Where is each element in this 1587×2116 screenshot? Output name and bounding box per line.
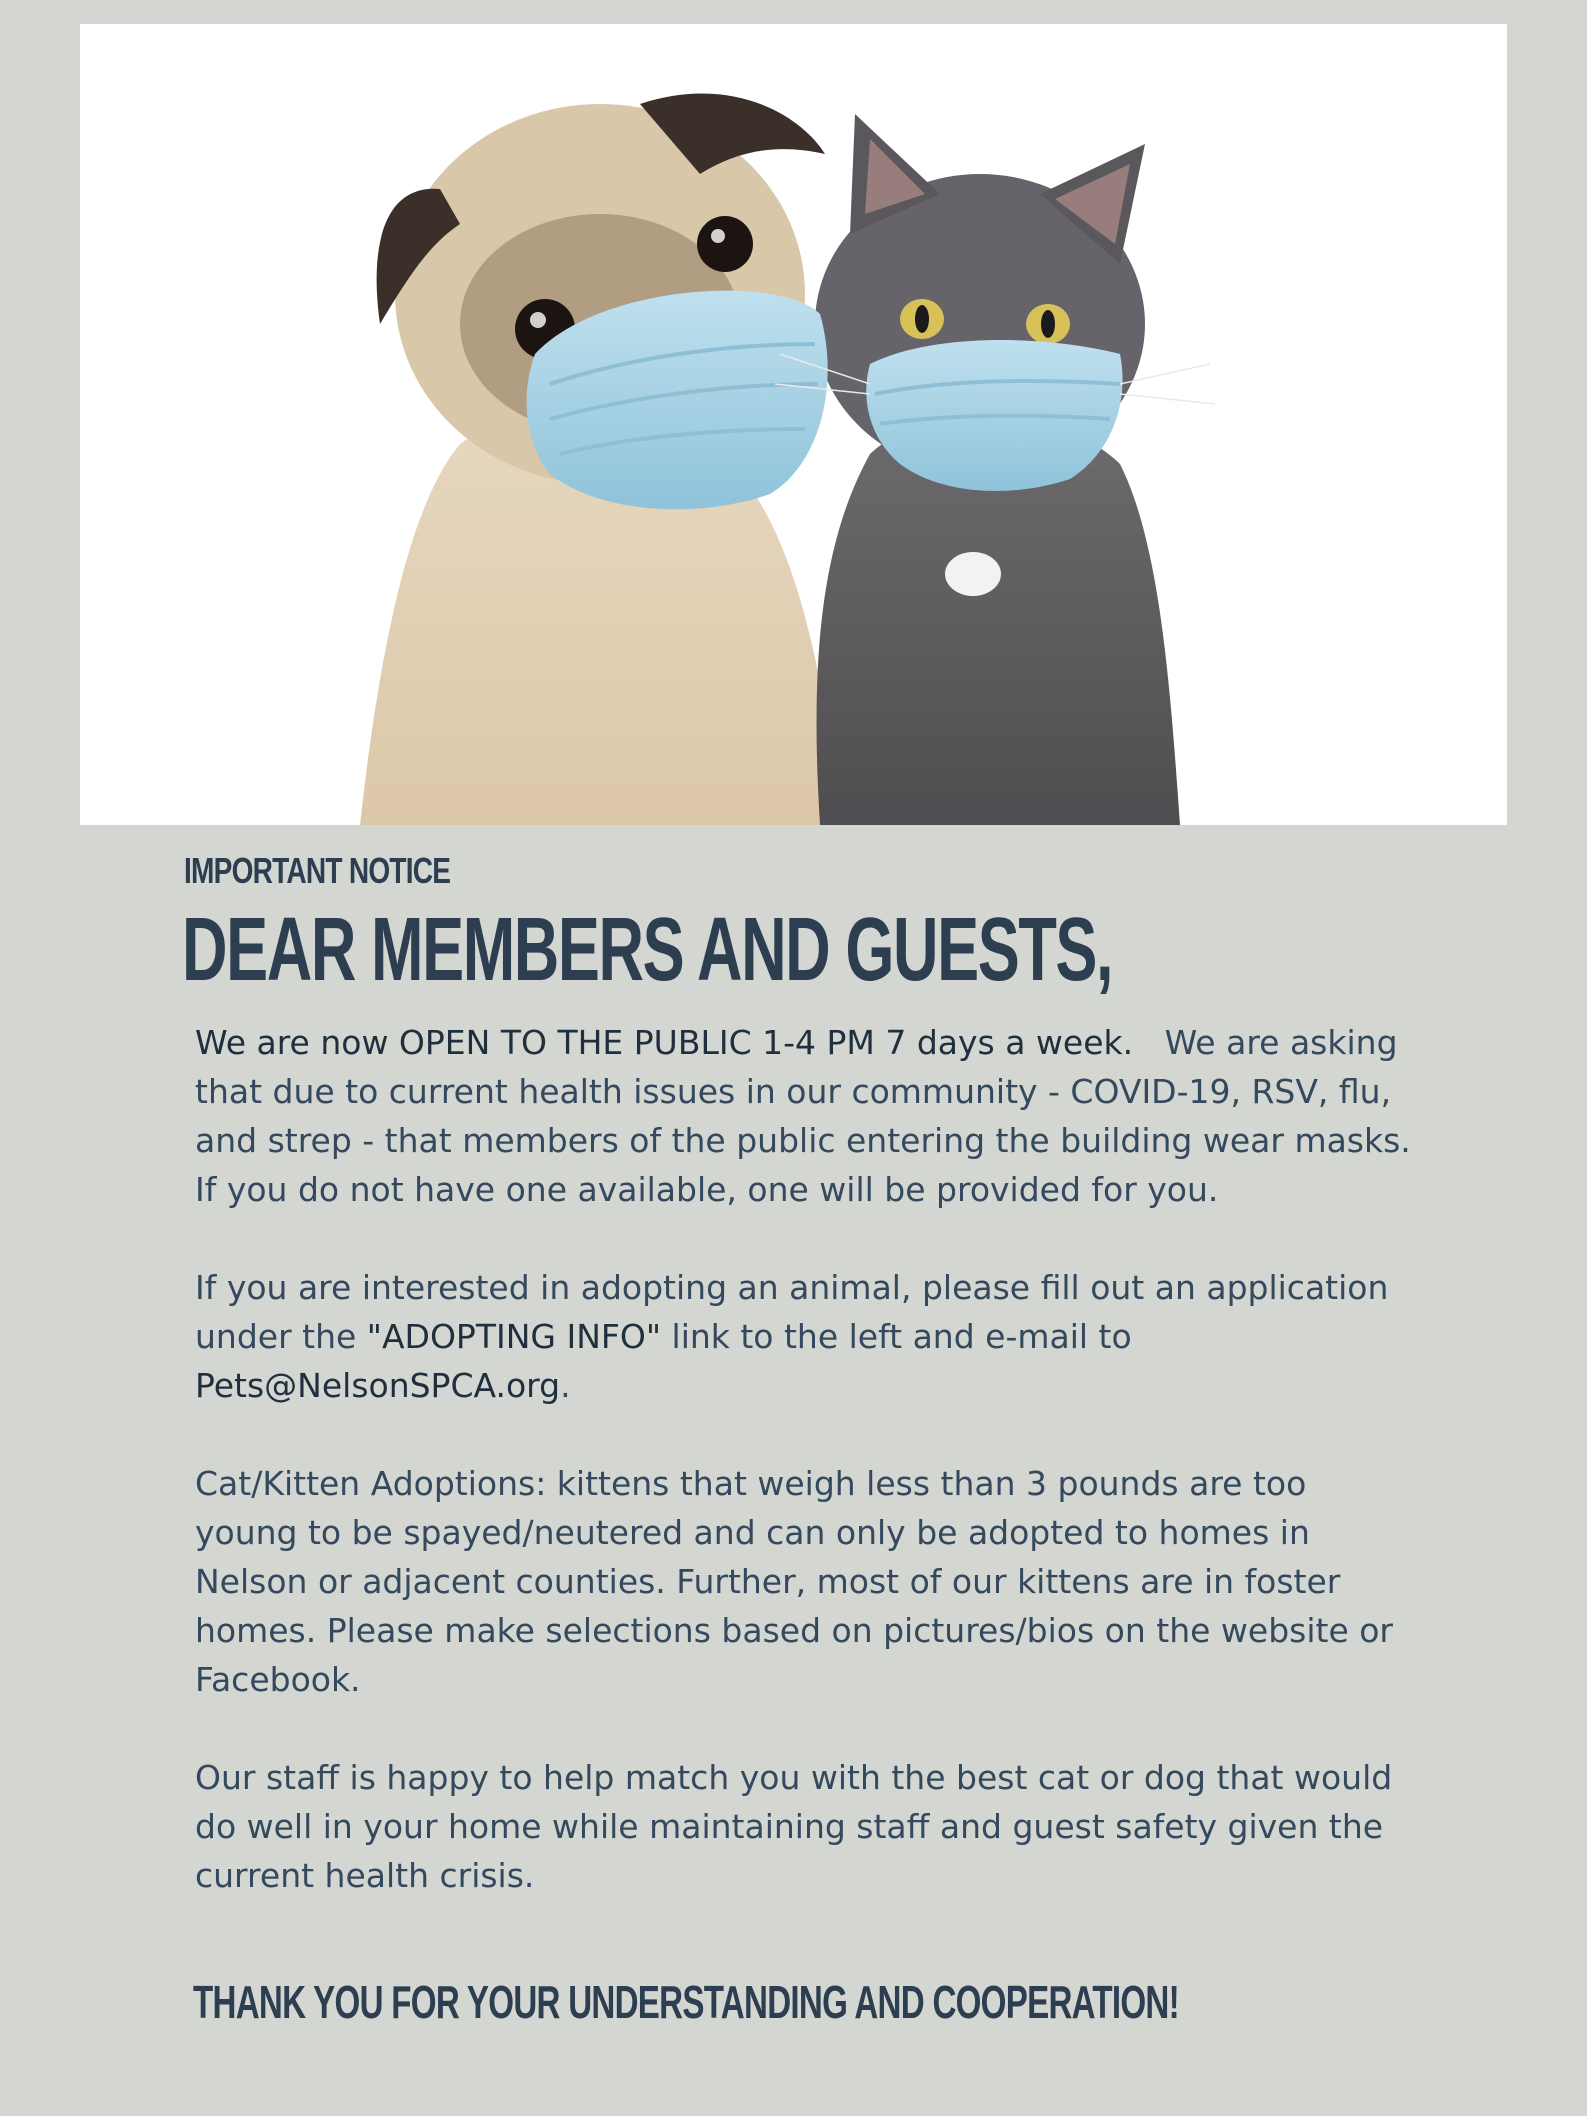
paragraph-hours — [195, 1018, 1432, 1214]
hours-rest: We are asking that due to current health issues in our community - COVID-19, RSV, flu, and strep - that members of the public entering the building wear masks. If you do not have one available, one will be provided for you. — [195, 1023, 1432, 1209]
paragraph-staff: Our staff is happy to help match you with the best cat or dog that would do well in your home while maintaining staff and guest safety given the current health crisis. — [195, 1758, 1393, 1895]
page-title: DEAR MEMBERS AND GUESTS, — [182, 900, 1113, 1000]
adopting-text-2: link to the left and e-mail to — [661, 1317, 1132, 1356]
adopting-info-link[interactable]: "ADOPTING INFO" — [366, 1317, 662, 1356]
adopting-text-1: If you are interested in adopting an animal, please fill out an application under the — [195, 1268, 1389, 1356]
hours-lead: We are now OPEN TO THE PUBLIC 1-4 PM 7 days a week. — [195, 1023, 1134, 1062]
eyebrow-label: IMPORTANT NOTICE — [184, 850, 451, 891]
notice-body — [195, 1018, 1432, 1949]
hero-image — [80, 24, 1507, 825]
paragraph-kittens: Cat/Kitten Adoptions: kittens that weigh less than 3 pounds are too young to be spayed/neutered and can only be adopted to homes in Nelson or adjacent counties. Further, most of our kittens are in foster homes. Please make selections based on pictures/bios on the website or Facebook. — [195, 1464, 1393, 1699]
pug-and-cat-illustration — [80, 24, 1507, 825]
email-link[interactable]: Pets@NelsonSPCA.org — [195, 1366, 561, 1405]
adopting-text-3: . — [560, 1366, 571, 1405]
thank-you-line: THANK YOU FOR YOUR UNDERSTANDING AND COOPERATION! — [193, 1976, 1179, 2028]
pug-eye-right — [697, 216, 753, 272]
paragraph-adopting — [195, 1263, 1415, 1410]
